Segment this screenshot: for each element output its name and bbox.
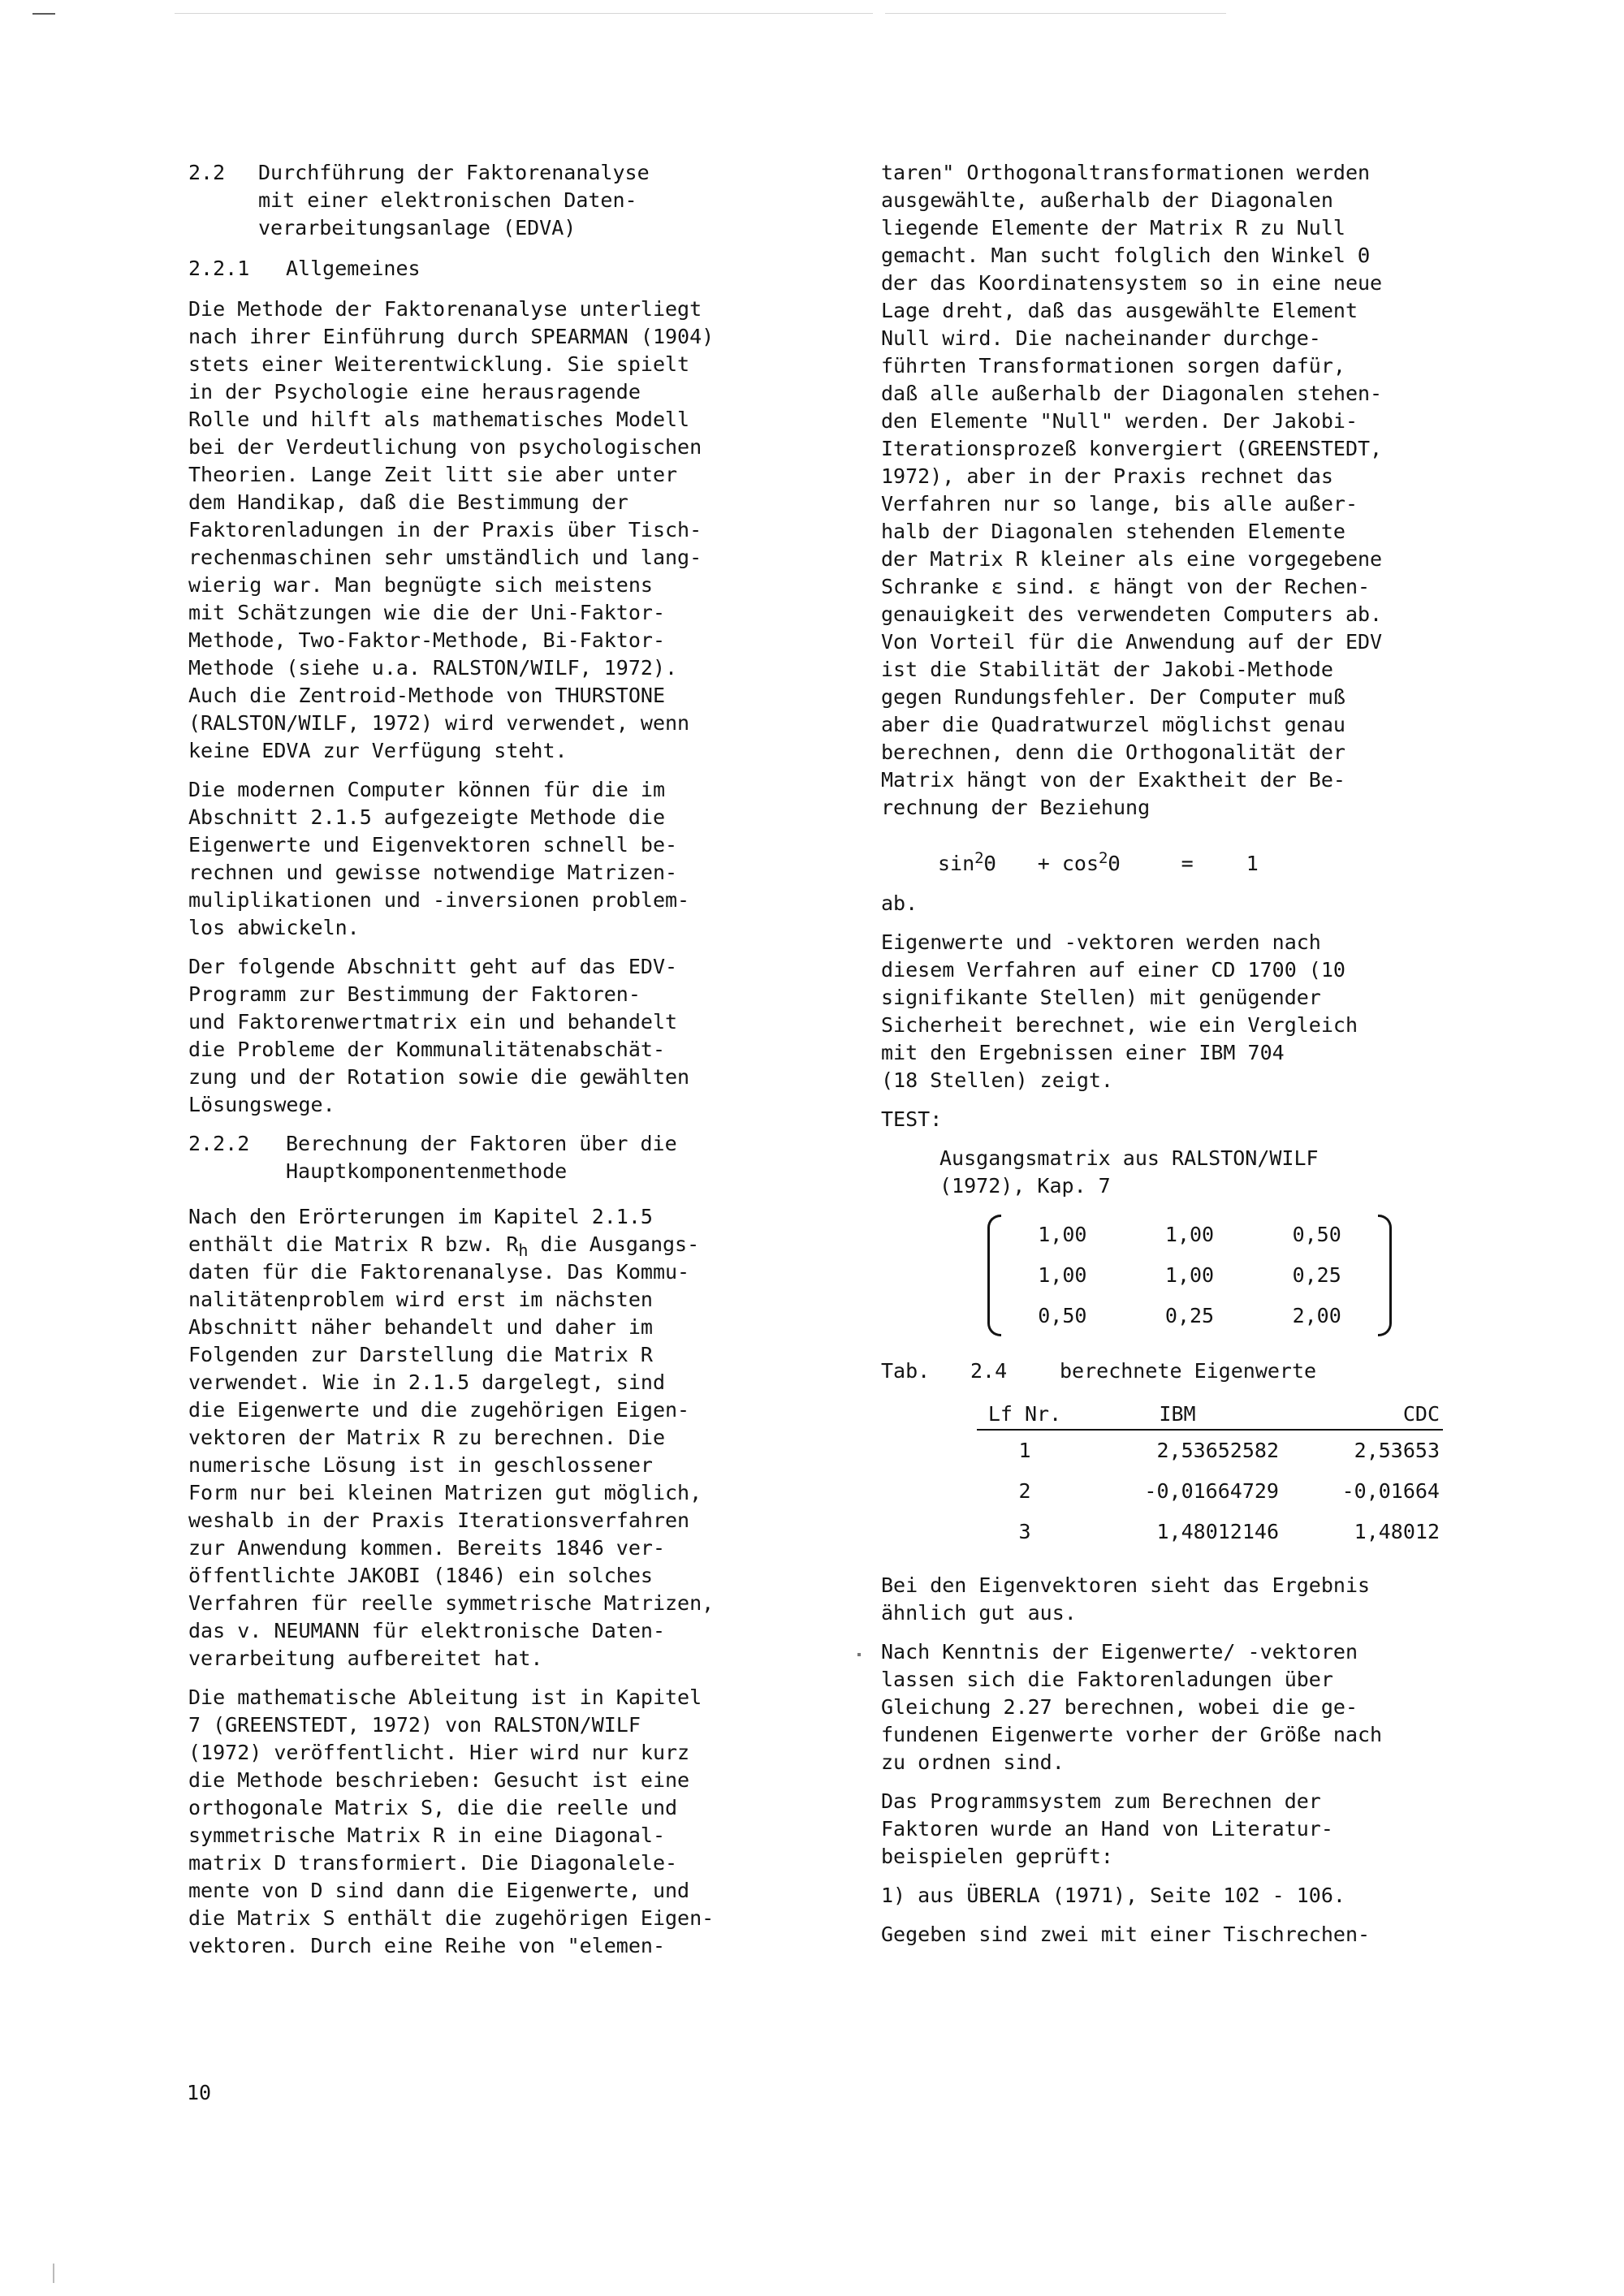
- matrix-cell: 1,00: [1164, 1223, 1215, 1246]
- matrix-cell: 0,50: [1292, 1223, 1341, 1246]
- eq-one: 1: [1246, 852, 1259, 876]
- matrix: [999, 1215, 1380, 1336]
- paragraph: [188, 1203, 830, 1672]
- paragraph: Das Programmsystem zum Berechnen der Faktoren wurde an Hand von Literatur- beispielen geprüft:: [881, 1789, 1333, 1868]
- paragraph: Der folgende Abschnitt geht auf das EDV- Programm zur Bestimmung der Faktoren- und Faktorenwertmatrix ein und behandelt die Probleme der Kommunalitätenabschät- zung und der Rotation sowie die gewählten Lösungswege.: [188, 955, 690, 1116]
- paragraph: ab.: [881, 891, 918, 915]
- matrix-row: [999, 1296, 1380, 1336]
- text-line: die Ausgangs-: [528, 1232, 700, 1256]
- scan-mark: [53, 2264, 54, 2283]
- paragraph: taren" Orthogonaltransformationen werden ausgewählte, außerhalb der Diagonalen liegende Elemente der Matrix R zu Null gemacht. Man sucht folglich den Winkel Θ der das Koordinatensystem so in eine neue Lage dreht, daß das ausgewählte Element Null wird. Die nacheinander durchge- führten Transformationen sorgen dafür, daß alle außerhalb der Diagonalen stehen- den Elemente "Null" werden. Der Jakobi- Iterationsprozeß konvergiert (GREENSTEDT, 1972), aber in der Praxis rechnet das Verfahren nur so lange, bis alle außer- halb der Diagonalen stehenden Elemente der Matrix R kleiner als eine vorgegebene Schranke ε sind. ε hängt von der Rechen- genauigkeit des verwendeten Computers ab. Von Vorteil für die Anwendung auf der EDV ist die Stabilität der Jakobi-Methode gegen Rundungsfehler. Der Computer muß aber die Quadratwurzel möglichst genau berechnen, denn die Orthogonalität der Matrix hängt von der Exaktheit der Be- rechnung der Beziehung: [881, 161, 1383, 819]
- right-column: [881, 159, 1482, 1960]
- table-cell: 1,48012146: [1156, 1520, 1279, 1543]
- matrix-cell: 1,00: [1164, 1263, 1215, 1287]
- text-line: enthält die Matrix R bzw. R: [188, 1232, 519, 1256]
- table-cell: 2,53652582: [1156, 1439, 1279, 1462]
- matrix-cell: 0,25: [1292, 1263, 1341, 1287]
- section-title: Berechnung der Faktoren über die Hauptkomponentenmethode: [286, 1132, 677, 1183]
- table-caption: [881, 1357, 1482, 1385]
- column-header: Lf Nr.: [977, 1400, 1073, 1430]
- eq-sin: sin: [938, 852, 975, 876]
- section-heading-2-2-1: [188, 255, 830, 283]
- paragraph: Nach Kenntnis der Eigenwerte/ -vektoren lassen sich die Faktorenladungen über Gleichung 2.27 berechnen, wobei die ge- fundenen Eigenwerte vorher der Größe nach zu ordnen sind.: [881, 1640, 1383, 1774]
- paragraph: Die Methode der Faktorenanalyse unterliegt nach ihrer Einführung durch SPEARMAN (1904) stets einer Weiterentwicklung. Sie spielt in der Psychologie eine herausragende Rolle und hilft als mathematisches Modell bei der Verdeutlichung von psychologischen Theorien. Lange Zeit litt sie aber unter dem Handikap, daß die Bestimmung der Faktorenladungen in der Praxis über Tisch- rechenmaschinen sehr umständlich und lang- wierig war. Man begnügte sich meistens mit Schätzungen wie die der Uni-Faktor- Methode, Two-Faktor-Methode, Bi-Faktor- Methode (siehe u.a. RALSTON/WILF, 1972). Auch die Zentroid-Methode von THURSTONE (RALSTON/WILF, 1972) wird verwendet, wenn keine EDVA zur Verfügung steht.: [188, 297, 715, 762]
- paragraph: Eigenwerte und -vektoren werden nach diesem Verfahren auf einer CD 1700 (10 signifikante Stellen) mit genügender Sicherheit berechnet, wie ein Vergleich mit den Ergebnissen einer IBM 704 (18 Stellen) zeigt.: [881, 930, 1358, 1092]
- paragraph: Die mathematische Ableitung ist in Kapitel 7 (GREENSTEDT, 1972) von RALSTON/WILF (1972) veröffentlicht. Hier wird nur kurz die Methode beschrieben: Gesucht ist eine orthogonale Matrix S, die die reelle und symmetrische Matrix R in eine Diagonal- matrix D transformiert. Die Diagonalele- mente von D sind dann die Eigenwerte, und die Matrix S enthält die zugehörigen Eigen- vektoren. Durch eine Reihe von "elemen-: [188, 1685, 715, 1957]
- eq-plus-cos: + cos: [1037, 852, 1099, 876]
- table-caption-label: Tab.: [881, 1359, 931, 1383]
- table-row: [977, 1471, 1443, 1512]
- matrix-left-bracket: [987, 1215, 1001, 1336]
- test-source: Ausgangsmatrix aus RALSTON/WILF (1972), Kap. 7: [939, 1146, 1319, 1198]
- subscript-h: h: [518, 1241, 529, 1260]
- text-block: daten für die Faktorenanalyse. Das Kommu- nalitätenproblem wird erst im nächsten Abschnitt näher behandelt und daher im Folgenden zur Darstellung die Matrix R verwendet. Wie in 2.1.5 dargelegt, sind die Eigenwerte und die zugehörigen Eigen- vektoren der Matrix R zu berechnen. Die numerische Lösung ist in geschlossener Form nur bei kleinen Matrizen gut möglich, weshalb in der Praxis Iterationsverfahren zur Anwendung kommen. Bereits 1846 ver- öffentlichte JAKOBI (1846) ein solches Verfahren für reelle symmetrische Matrizen, das v. NEUMANN für elektronische Daten- verarbeitung aufbereitet hat.: [188, 1260, 715, 1670]
- matrix-cell: 1,00: [1038, 1263, 1087, 1287]
- scan-edge-line-mid: [175, 13, 873, 14]
- paragraph: Gegeben sind zwei mit einer Tischrechen-: [881, 1923, 1371, 1946]
- section-number: 2.2.1: [188, 257, 250, 280]
- section-title: Durchführung der Faktorenanalyse mit einer elektronischen Daten- verarbeitungsanlage (EDVA): [258, 161, 650, 240]
- table-cell: 1: [1018, 1439, 1031, 1462]
- section-heading-2-2: [188, 159, 830, 242]
- column-header: IBM: [1073, 1400, 1282, 1430]
- equation: [881, 844, 1482, 874]
- test-label: TEST:: [881, 1107, 943, 1131]
- section-number: 2.2: [188, 161, 226, 184]
- scan-edge-line-left: [32, 13, 55, 15]
- table-row: [977, 1430, 1443, 1471]
- matrix-cell: 1,00: [1038, 1223, 1087, 1246]
- scan-mark: [857, 1653, 861, 1656]
- text-line: Nach den Erörterungen im Kapitel 2.1.5: [188, 1205, 653, 1228]
- eq-theta: Θ: [1108, 852, 1121, 876]
- column-header: CDC: [1282, 1400, 1443, 1430]
- eq-exponent: 2: [1099, 849, 1108, 867]
- eq-theta: Θ: [983, 852, 996, 876]
- matrix-right-bracket: [1378, 1215, 1392, 1336]
- table-caption-number: 2.4: [970, 1359, 1008, 1383]
- table-row: [977, 1512, 1443, 1552]
- matrix-cell: 0,25: [1164, 1304, 1215, 1327]
- table-cell: 3: [1018, 1520, 1031, 1543]
- matrix-cell: 0,50: [1038, 1304, 1087, 1327]
- paragraph: Bei den Eigenvektoren sieht das Ergebnis ähnlich gut aus.: [881, 1573, 1371, 1625]
- paragraph: 1) aus ÜBERLA (1971), Seite 102 - 106.: [881, 1884, 1345, 1907]
- eq-exponent: 2: [974, 849, 984, 867]
- table-cell: -0,01664729: [1144, 1479, 1279, 1503]
- matrix-row: [999, 1215, 1380, 1255]
- table-cell: 2,53653: [1354, 1439, 1440, 1462]
- matrix-row: [999, 1255, 1380, 1296]
- matrix-cell: 2,00: [1292, 1304, 1341, 1327]
- section-title: Allgemeines: [286, 257, 421, 280]
- eigenvalue-table: [977, 1400, 1443, 1552]
- table-header-row: [977, 1400, 1443, 1430]
- table-caption-title: berechnete Eigenwerte: [1060, 1359, 1317, 1383]
- page-number: 10: [187, 2081, 212, 2104]
- section-heading-2-2-2: [188, 1130, 830, 1185]
- section-number: 2.2.2: [188, 1132, 250, 1155]
- table-cell: 1,48012: [1354, 1520, 1440, 1543]
- paragraph: Die modernen Computer können für die im Abschnitt 2.1.5 aufgezeigte Methode die Eigenwerte und Eigenvektoren schnell be- rechnen und gewisse notwendige Matrizen- muliplikationen und -inversionen problem- los abwickeln.: [188, 778, 690, 939]
- table-cell: 2: [1018, 1479, 1031, 1503]
- table-cell: -0,01664: [1341, 1479, 1440, 1503]
- eq-equals: =: [1181, 852, 1194, 876]
- left-column: [188, 159, 830, 1971]
- scan-edge-line-right: [885, 13, 1226, 14]
